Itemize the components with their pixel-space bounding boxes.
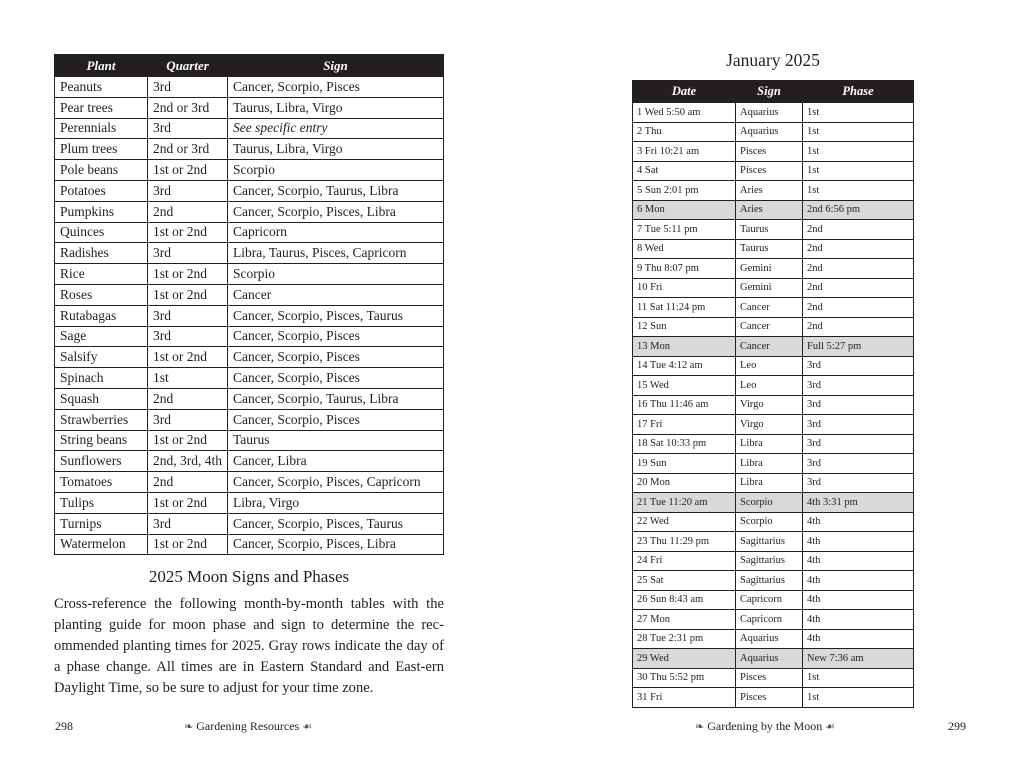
table-row xyxy=(633,122,914,142)
phase-cell: 3rd xyxy=(803,415,914,435)
phase-cell: 3rd xyxy=(803,434,914,454)
plant-cell: Plum trees xyxy=(55,139,148,160)
plant-cell: Rutabagas xyxy=(55,305,148,326)
quarter-cell: 3rd xyxy=(148,305,228,326)
date-cell: 7 Tue 5:11 pm xyxy=(633,220,736,240)
header-sign: Sign xyxy=(736,81,803,103)
sign-cell: Sagittarius xyxy=(736,532,803,552)
sign-cell: Libra, Virgo xyxy=(228,492,444,513)
table-row xyxy=(633,688,914,708)
phase-cell: 3rd xyxy=(803,376,914,396)
phase-cell: 2nd xyxy=(803,259,914,279)
running-head-text: Gardening by the Moon xyxy=(707,719,823,733)
plant-table-header-row xyxy=(55,55,444,77)
date-cell: 20 Mon xyxy=(633,473,736,493)
phase-cell: 3rd xyxy=(803,395,914,415)
quarter-cell: 1st or 2nd xyxy=(148,534,228,555)
table-row xyxy=(633,337,914,357)
table-row xyxy=(55,368,444,389)
table-row xyxy=(633,220,914,240)
table-row xyxy=(633,512,914,532)
table-row xyxy=(633,239,914,259)
sign-cell: Cancer, Scorpio, Pisces, Capricorn xyxy=(228,472,444,493)
sign-cell: Scorpio xyxy=(736,493,803,513)
date-cell: 30 Thu 5:52 pm xyxy=(633,668,736,688)
table-row xyxy=(55,77,444,98)
quarter-cell: 3rd xyxy=(148,326,228,347)
phase-cell: 1st xyxy=(803,181,914,201)
moon-table-body xyxy=(633,103,914,708)
quarter-cell: 1st xyxy=(148,368,228,389)
plant-cell: Pear trees xyxy=(55,97,148,118)
sign-cell: Scorpio xyxy=(228,264,444,285)
date-cell: 14 Tue 4:12 am xyxy=(633,356,736,376)
sign-cell: Virgo xyxy=(736,395,803,415)
sign-cell: Sagittarius xyxy=(736,551,803,571)
date-cell: 10 Fri xyxy=(633,278,736,298)
sign-cell: Taurus xyxy=(228,430,444,451)
phase-cell: 4th 3:31 pm xyxy=(803,493,914,513)
table-row xyxy=(633,395,914,415)
phase-cell: 4th xyxy=(803,551,914,571)
phase-cell: 2nd xyxy=(803,298,914,318)
sign-cell: Cancer, Scorpio, Taurus, Libra xyxy=(228,180,444,201)
table-row xyxy=(633,590,914,610)
section-title: 2025 Moon Signs and Phases xyxy=(148,567,350,586)
plant-cell: Perennials xyxy=(55,118,148,139)
phase-cell: 1st xyxy=(803,688,914,708)
date-cell: 23 Thu 11:29 pm xyxy=(633,532,736,552)
page-number-left: 298 xyxy=(55,719,73,733)
table-row xyxy=(633,259,914,279)
date-cell: 1 Wed 5:50 am xyxy=(633,103,736,123)
running-head-right xyxy=(695,719,835,734)
plant-cell: Pumpkins xyxy=(55,201,148,222)
table-row xyxy=(55,139,444,160)
sign-cell: Cancer xyxy=(736,298,803,318)
date-cell: 21 Tue 11:20 am xyxy=(633,493,736,513)
page-number-right: 299 xyxy=(948,719,966,733)
sign-cell: Cancer, Scorpio, Pisces xyxy=(228,368,444,389)
plant-cell: Spinach xyxy=(55,368,148,389)
date-cell: 27 Mon xyxy=(633,610,736,630)
moon-table-header-row xyxy=(633,81,914,103)
phase-cell: 2nd xyxy=(803,239,914,259)
sign-cell: Cancer, Scorpio, Pisces xyxy=(228,77,444,98)
phase-cell: 3rd xyxy=(803,356,914,376)
table-row xyxy=(633,298,914,318)
table-row xyxy=(55,284,444,305)
phase-cell: 3rd xyxy=(803,473,914,493)
plant-cell: Salsify xyxy=(55,347,148,368)
date-cell: 19 Sun xyxy=(633,454,736,474)
table-row xyxy=(633,473,914,493)
plant-cell: Strawberries xyxy=(55,409,148,430)
table-row xyxy=(633,571,914,591)
plant-cell: Radishes xyxy=(55,243,148,264)
table-row xyxy=(633,376,914,396)
table-row xyxy=(633,434,914,454)
table-row xyxy=(633,356,914,376)
quarter-cell: 1st or 2nd xyxy=(148,284,228,305)
phase-cell: 4th xyxy=(803,610,914,630)
phase-cell: Full 5:27 pm xyxy=(803,337,914,357)
table-row xyxy=(55,534,444,555)
date-cell: 26 Sun 8:43 am xyxy=(633,590,736,610)
header-sign: Sign xyxy=(228,55,444,77)
plant-cell: Roses xyxy=(55,284,148,305)
sign-cell: Aquarius xyxy=(736,122,803,142)
sign-cell: Sagittarius xyxy=(736,571,803,591)
phase-cell: 1st xyxy=(803,142,914,162)
date-cell: 5 Sun 2:01 pm xyxy=(633,181,736,201)
phase-cell: 4th xyxy=(803,532,914,552)
quarter-cell: 1st or 2nd xyxy=(148,347,228,368)
table-row xyxy=(633,142,914,162)
table-row xyxy=(55,243,444,264)
moon-table xyxy=(632,80,914,708)
sign-cell: Leo xyxy=(736,356,803,376)
date-cell: 2 Thu xyxy=(633,122,736,142)
sign-cell: Libra xyxy=(736,454,803,474)
quarter-cell: 3rd xyxy=(148,409,228,430)
phase-cell: 1st xyxy=(803,161,914,181)
running-head-left xyxy=(184,719,312,734)
sign-cell: Pisces xyxy=(736,688,803,708)
quarter-cell: 2nd xyxy=(148,201,228,222)
sign-cell: Taurus, Libra, Virgo xyxy=(228,139,444,160)
phase-cell: 3rd xyxy=(803,454,914,474)
plant-table-body xyxy=(55,77,444,555)
table-row xyxy=(55,347,444,368)
sign-cell: Cancer, Scorpio, Pisces, Taurus xyxy=(228,513,444,534)
sign-cell: Aquarius xyxy=(736,629,803,649)
sign-cell: Pisces xyxy=(736,161,803,181)
quarter-cell: 2nd or 3rd xyxy=(148,97,228,118)
leaf-ornament-icon: ☙ xyxy=(825,721,836,733)
date-cell: 31 Fri xyxy=(633,688,736,708)
sign-cell: Capricorn xyxy=(736,590,803,610)
plant-cell: String beans xyxy=(55,430,148,451)
phase-cell: 2nd xyxy=(803,220,914,240)
sign-cell: Cancer, Scorpio, Pisces, Libra xyxy=(228,534,444,555)
quarter-cell: 2nd or 3rd xyxy=(148,139,228,160)
sign-cell: Scorpio xyxy=(736,512,803,532)
quarter-cell: 1st or 2nd xyxy=(148,492,228,513)
table-row xyxy=(55,326,444,347)
plant-cell: Sage xyxy=(55,326,148,347)
phase-cell: 2nd xyxy=(803,278,914,298)
quarter-cell: 3rd xyxy=(148,180,228,201)
quarter-cell: 3rd xyxy=(148,77,228,98)
phase-cell: 2nd xyxy=(803,317,914,337)
leaf-ornament-icon: ❧ xyxy=(695,721,705,733)
leaf-ornament-icon: ☙ xyxy=(302,721,313,733)
date-cell: 4 Sat xyxy=(633,161,736,181)
sign-cell: Cancer, Scorpio, Pisces xyxy=(228,409,444,430)
table-row xyxy=(633,161,914,181)
phase-cell: 4th xyxy=(803,571,914,591)
date-cell: 16 Thu 11:46 am xyxy=(633,395,736,415)
sign-cell: Cancer, Scorpio, Pisces, Taurus xyxy=(228,305,444,326)
sign-cell: Cancer xyxy=(228,284,444,305)
date-cell: 12 Sun xyxy=(633,317,736,337)
quarter-cell: 1st or 2nd xyxy=(148,160,228,181)
phase-cell: 4th xyxy=(803,629,914,649)
date-cell: 28 Tue 2:31 pm xyxy=(633,629,736,649)
sign-cell: Cancer, Scorpio, Pisces xyxy=(228,326,444,347)
table-row xyxy=(55,451,444,472)
sign-cell: Taurus, Libra, Virgo xyxy=(228,97,444,118)
date-cell: 29 Wed xyxy=(633,649,736,669)
table-row xyxy=(633,415,914,435)
table-row xyxy=(55,118,444,139)
sign-cell: Aries xyxy=(736,200,803,220)
table-row xyxy=(55,472,444,493)
date-cell: 24 Fri xyxy=(633,551,736,571)
sign-cell: Pisces xyxy=(736,142,803,162)
date-cell: 8 Wed xyxy=(633,239,736,259)
table-row xyxy=(55,201,444,222)
sign-cell: Gemini xyxy=(736,278,803,298)
quarter-cell: 1st or 2nd xyxy=(148,264,228,285)
sign-cell: Cancer, Scorpio, Pisces xyxy=(228,347,444,368)
sign-cell: Cancer xyxy=(736,337,803,357)
plant-cell: Turnips xyxy=(55,513,148,534)
plant-cell: Sunflowers xyxy=(55,451,148,472)
plant-table xyxy=(54,54,444,555)
plant-cell: Pole beans xyxy=(55,160,148,181)
table-row xyxy=(633,668,914,688)
table-row xyxy=(633,629,914,649)
table-row xyxy=(55,160,444,181)
sign-cell: Capricorn xyxy=(736,610,803,630)
sign-cell: Libra xyxy=(736,434,803,454)
date-cell: 6 Mon xyxy=(633,200,736,220)
header-phase: Phase xyxy=(803,81,914,103)
sign-cell: Scorpio xyxy=(228,160,444,181)
plant-cell: Potatoes xyxy=(55,180,148,201)
leaf-ornament-icon: ❧ xyxy=(184,721,194,733)
sign-cell: See specific entry xyxy=(228,118,444,139)
sign-cell: Taurus xyxy=(736,239,803,259)
sign-cell: Libra, Taurus, Pisces, Capricorn xyxy=(228,243,444,264)
table-row xyxy=(55,97,444,118)
right-page xyxy=(512,0,1024,780)
phase-cell: 4th xyxy=(803,590,914,610)
header-quarter: Quarter xyxy=(148,55,228,77)
plant-cell: Quinces xyxy=(55,222,148,243)
sign-cell: Gemini xyxy=(736,259,803,279)
sign-cell: Aquarius xyxy=(736,649,803,669)
phase-cell: 1st xyxy=(803,668,914,688)
table-row xyxy=(633,181,914,201)
table-row xyxy=(55,180,444,201)
quarter-cell: 1st or 2nd xyxy=(148,430,228,451)
sign-cell: Pisces xyxy=(736,668,803,688)
quarter-cell: 3rd xyxy=(148,118,228,139)
phase-cell: New 7:36 am xyxy=(803,649,914,669)
plant-cell: Rice xyxy=(55,264,148,285)
table-row xyxy=(633,649,914,669)
plant-cell: Tomatoes xyxy=(55,472,148,493)
sign-cell: Cancer xyxy=(736,317,803,337)
date-cell: 11 Sat 11:24 pm xyxy=(633,298,736,318)
sign-cell: Capricorn xyxy=(228,222,444,243)
phase-cell: 2nd 6:56 pm xyxy=(803,200,914,220)
table-row xyxy=(55,430,444,451)
quarter-cell: 3rd xyxy=(148,513,228,534)
sign-cell: Aquarius xyxy=(736,103,803,123)
date-cell: 13 Mon xyxy=(633,337,736,357)
month-title: January 2025 xyxy=(726,50,820,70)
date-cell: 9 Thu 8:07 pm xyxy=(633,259,736,279)
plant-cell: Watermelon xyxy=(55,534,148,555)
table-row xyxy=(633,551,914,571)
table-row xyxy=(633,532,914,552)
date-cell: 15 Wed xyxy=(633,376,736,396)
sign-cell: Taurus xyxy=(736,220,803,240)
table-row xyxy=(55,492,444,513)
running-head-text: Gardening Resources xyxy=(196,719,300,733)
sign-cell: Libra xyxy=(736,473,803,493)
sign-cell: Cancer, Scorpio, Pisces, Libra xyxy=(228,201,444,222)
section-body: Cross-reference the following month-by-month tables with the planting guide for moon phase and sign to determine the rec-ommended planting times for 2025. Gray rows indicate the day of a phase change. All times are in Eastern Standard and East-ern Daylight Time, so be sure to adjust for your time zone. xyxy=(54,596,444,696)
phase-cell: 1st xyxy=(803,103,914,123)
sign-cell: Leo xyxy=(736,376,803,396)
date-cell: 17 Fri xyxy=(633,415,736,435)
phase-cell: 1st xyxy=(803,122,914,142)
table-row xyxy=(55,409,444,430)
quarter-cell: 3rd xyxy=(148,243,228,264)
sign-cell: Cancer, Scorpio, Taurus, Libra xyxy=(228,388,444,409)
date-cell: 22 Wed xyxy=(633,512,736,532)
table-row xyxy=(633,317,914,337)
plant-cell: Tulips xyxy=(55,492,148,513)
phase-cell: 4th xyxy=(803,512,914,532)
table-row xyxy=(633,278,914,298)
sign-cell: Aries xyxy=(736,181,803,201)
sign-cell: Virgo xyxy=(736,415,803,435)
quarter-cell: 2nd, 3rd, 4th xyxy=(148,451,228,472)
date-cell: 3 Fri 10:21 am xyxy=(633,142,736,162)
header-date: Date xyxy=(633,81,736,103)
date-cell: 25 Sat xyxy=(633,571,736,591)
quarter-cell: 2nd xyxy=(148,388,228,409)
table-row xyxy=(55,264,444,285)
plant-cell: Peanuts xyxy=(55,77,148,98)
table-row xyxy=(633,493,914,513)
sign-cell: Cancer, Libra xyxy=(228,451,444,472)
table-row xyxy=(633,103,914,123)
table-row xyxy=(55,513,444,534)
table-row xyxy=(633,200,914,220)
header-plant: Plant xyxy=(55,55,148,77)
table-row xyxy=(55,222,444,243)
table-row xyxy=(633,610,914,630)
table-row xyxy=(633,454,914,474)
table-row xyxy=(55,388,444,409)
quarter-cell: 2nd xyxy=(148,472,228,493)
plant-cell: Squash xyxy=(55,388,148,409)
date-cell: 18 Sat 10:33 pm xyxy=(633,434,736,454)
quarter-cell: 1st or 2nd xyxy=(148,222,228,243)
table-row xyxy=(55,305,444,326)
